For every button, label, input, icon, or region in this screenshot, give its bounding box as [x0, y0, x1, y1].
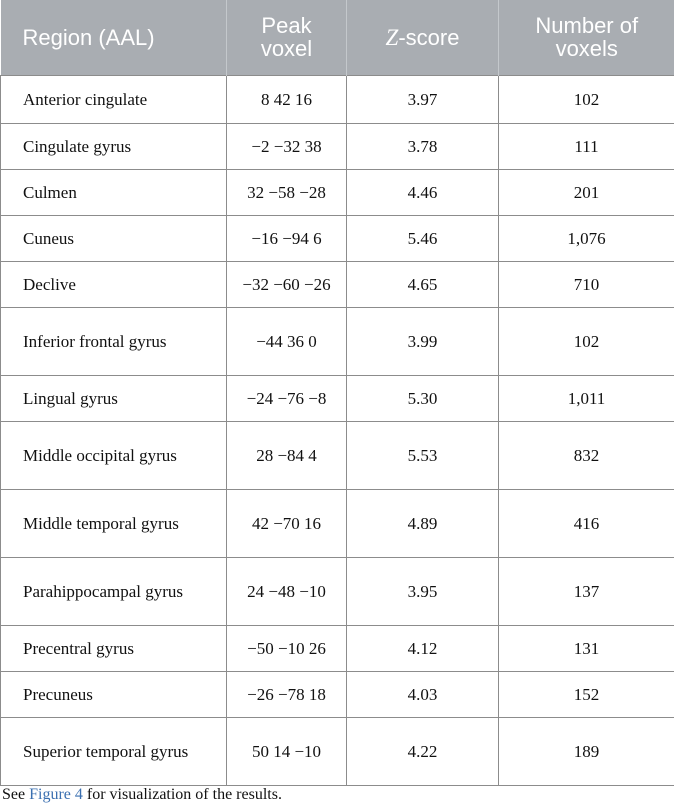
- z-score-cell: 3.78: [347, 123, 499, 169]
- voxel-count-cell: 710: [499, 261, 674, 307]
- region-cell: Anterior cingulate: [1, 75, 227, 123]
- region-cell: Precentral gyrus: [1, 625, 227, 671]
- region-cell: Declive: [1, 261, 227, 307]
- header-row: [1, 0, 674, 75]
- table-row: [1, 215, 674, 261]
- z-score-cell: 5.53: [347, 421, 499, 489]
- peak-voxel-cell: −26 −78 18: [227, 671, 347, 717]
- table-row: [1, 557, 674, 625]
- table-row: [1, 375, 674, 421]
- z-score-cell: 4.89: [347, 489, 499, 557]
- peak-voxel-cell: −44 36 0: [227, 307, 347, 375]
- peak-voxel-cell: 28 −84 4: [227, 421, 347, 489]
- z-score-cell: 3.95: [347, 557, 499, 625]
- voxel-count-cell: 416: [499, 489, 674, 557]
- table-row: [1, 717, 674, 785]
- voxel-count-cell: 131: [499, 625, 674, 671]
- peak-voxel-cell: −32 −60 −26: [227, 261, 347, 307]
- voxel-count-cell: 137: [499, 557, 674, 625]
- z-score-cell: 5.30: [347, 375, 499, 421]
- z-score-cell: 4.65: [347, 261, 499, 307]
- voxel-count-cell: 102: [499, 307, 674, 375]
- table-row: [1, 123, 674, 169]
- peak-voxel-cell: 42 −70 16: [227, 489, 347, 557]
- region-cell: Superior temporal gyrus: [1, 717, 227, 785]
- peak-voxel-cell: −2 −32 38: [227, 123, 347, 169]
- voxel-count-cell: 152: [499, 671, 674, 717]
- voxel-count-cell: 1,076: [499, 215, 674, 261]
- z-score-cell: 3.97: [347, 75, 499, 123]
- peak-voxel-cell: 8 42 16: [227, 75, 347, 123]
- z-score-cell: 5.46: [347, 215, 499, 261]
- table-row: [1, 671, 674, 717]
- header-z-score: Z-score: [347, 0, 499, 75]
- z-score-cell: 4.22: [347, 717, 499, 785]
- peak-voxel-cell: 24 −48 −10: [227, 557, 347, 625]
- table-footnote: [2, 786, 282, 804]
- voxel-count-cell: 189: [499, 717, 674, 785]
- region-cell: Middle occipital gyrus: [1, 421, 227, 489]
- table-row: [1, 489, 674, 557]
- region-cell: Cuneus: [1, 215, 227, 261]
- header-region: Region (AAL): [1, 0, 227, 75]
- voxel-count-cell: 1,011: [499, 375, 674, 421]
- footnote-prefix: See: [2, 786, 30, 803]
- z-score-cell: 4.46: [347, 169, 499, 215]
- region-cell: Middle temporal gyrus: [1, 489, 227, 557]
- region-cell: Inferior frontal gyrus: [1, 307, 227, 375]
- table-row: [1, 625, 674, 671]
- table-row: [1, 169, 674, 215]
- peak-voxel-cell: −24 −76 −8: [227, 375, 347, 421]
- peak-voxel-cell: −50 −10 26: [227, 625, 347, 671]
- voxel-count-cell: 102: [499, 75, 674, 123]
- table-row: [1, 75, 674, 123]
- header-peak-voxel: Peak voxel: [227, 0, 347, 75]
- table-row: [1, 307, 674, 375]
- peak-voxel-cell: −16 −94 6: [227, 215, 347, 261]
- voxel-count-cell: 111: [499, 123, 674, 169]
- voxel-count-cell: 201: [499, 169, 674, 215]
- region-cell: Cingulate gyrus: [1, 123, 227, 169]
- peak-voxel-cell: 50 14 −10: [227, 717, 347, 785]
- peak-voxel-cell: 32 −58 −28: [227, 169, 347, 215]
- z-score-cell: 4.12: [347, 625, 499, 671]
- region-cell: Culmen: [1, 169, 227, 215]
- region-cell: Parahippocampal gyrus: [1, 557, 227, 625]
- table-row: [1, 261, 674, 307]
- footnote-suffix: for visualization of the results.: [82, 786, 282, 803]
- voxel-count-cell: 832: [499, 421, 674, 489]
- z-score-cell: 3.99: [347, 307, 499, 375]
- table-row: [1, 421, 674, 489]
- region-cell: Precuneus: [1, 671, 227, 717]
- region-cell: Lingual gyrus: [1, 375, 227, 421]
- header-number-of-voxels: Number of voxels: [499, 0, 674, 75]
- z-score-cell: 4.03: [347, 671, 499, 717]
- figure-4-link[interactable]: Figure 4: [29, 786, 83, 803]
